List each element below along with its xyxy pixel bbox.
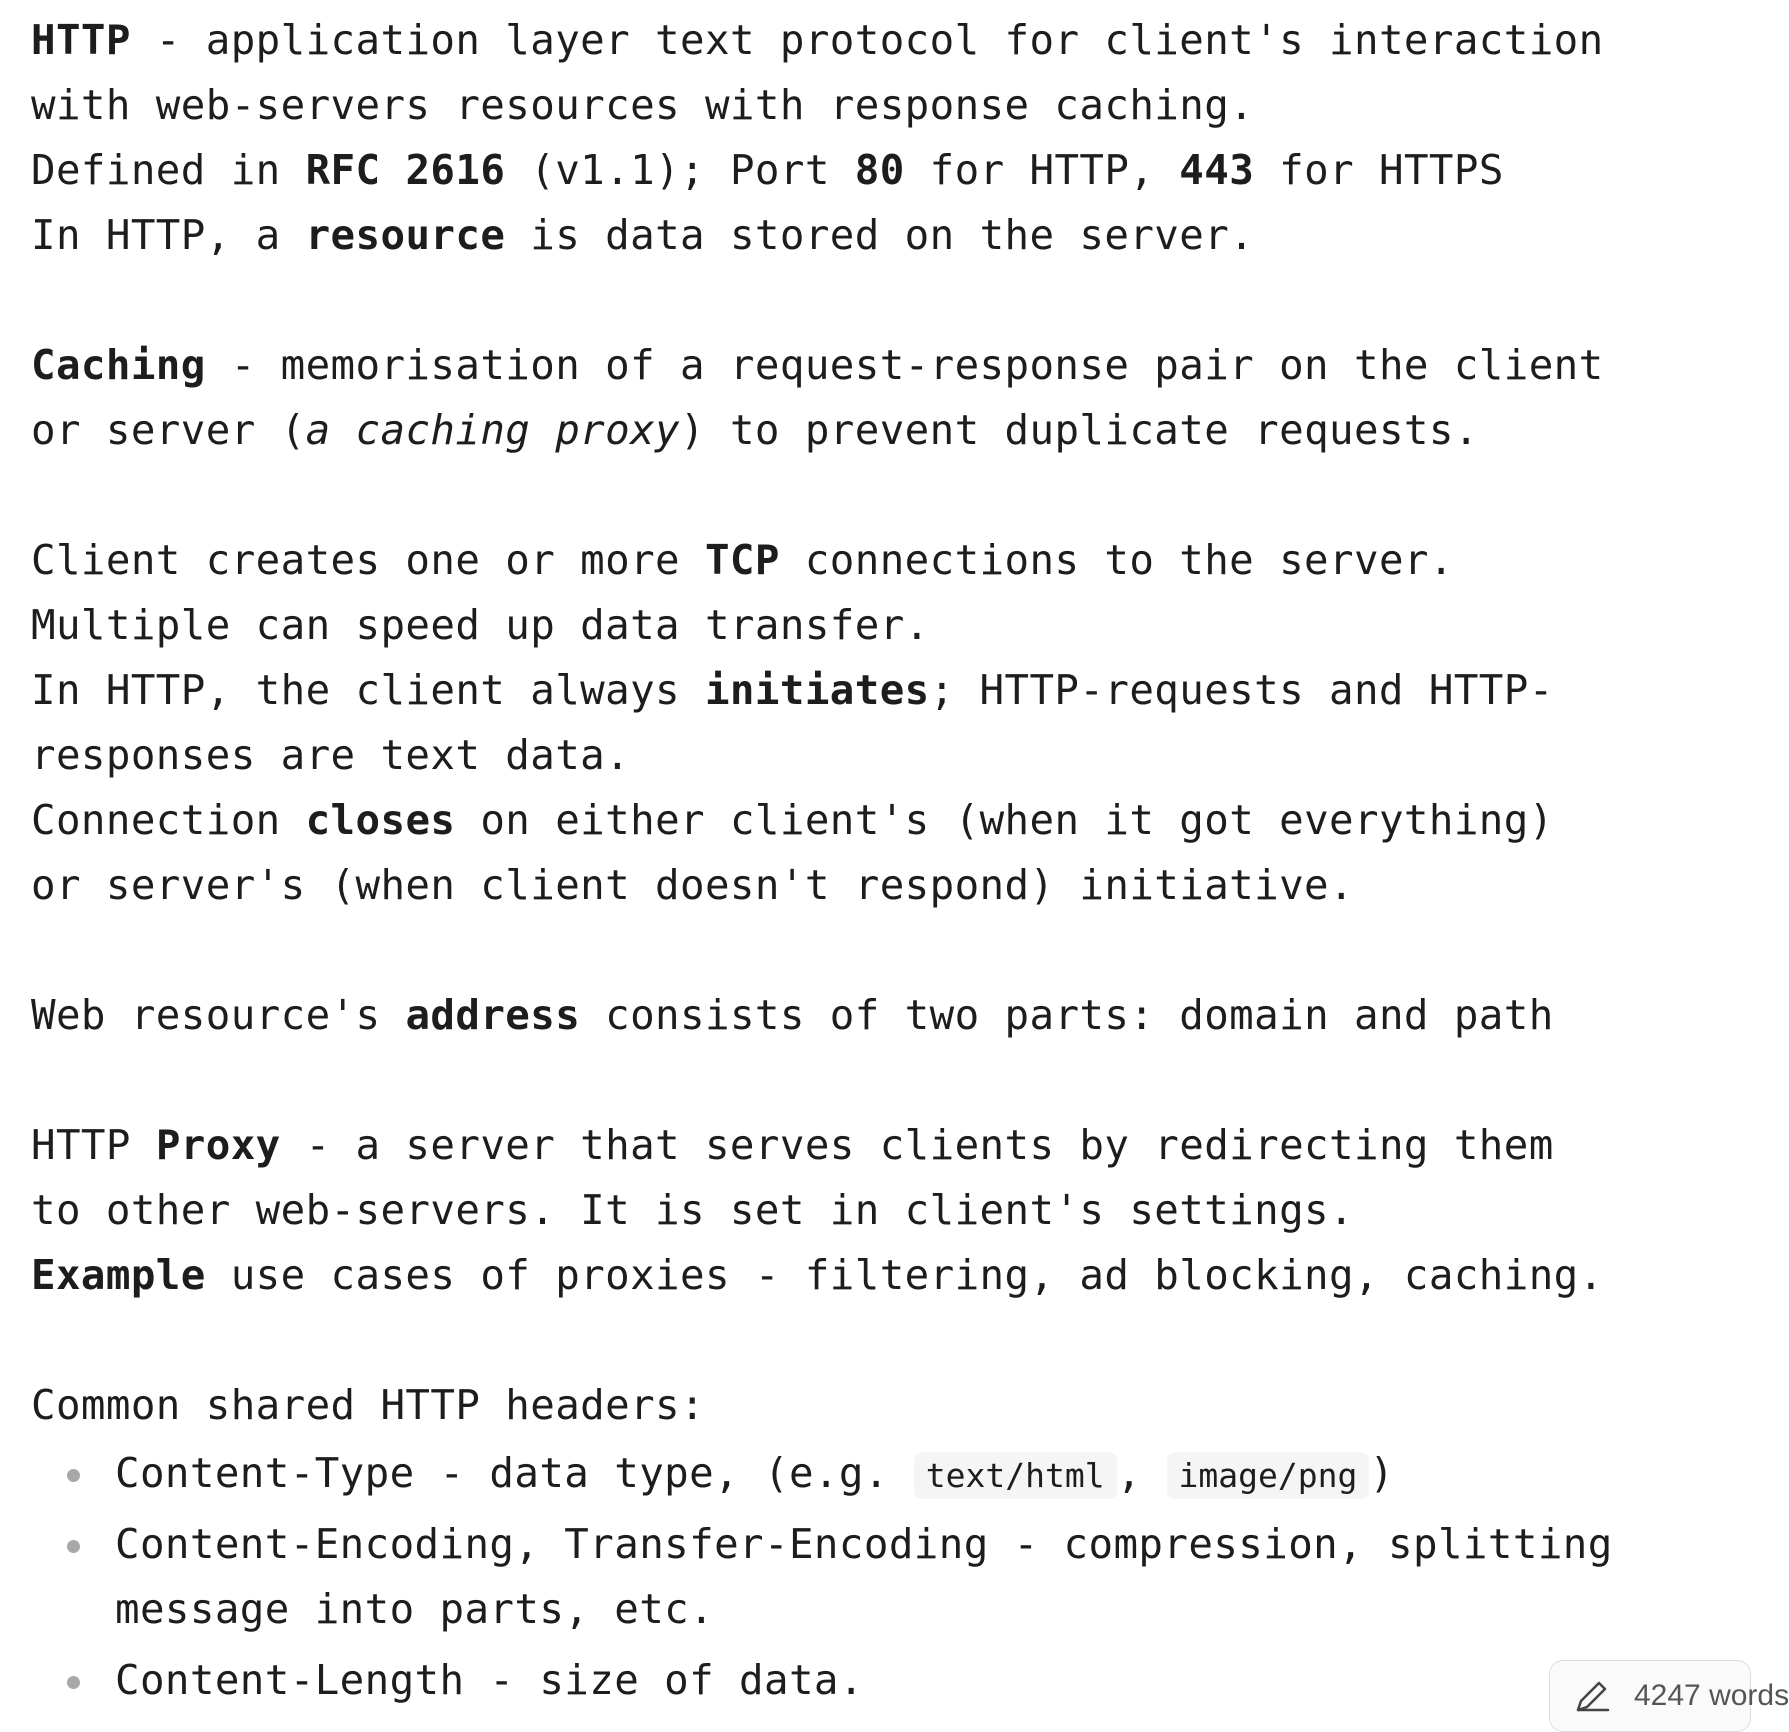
word-count: 4247 words (1634, 1679, 1789, 1712)
paragraph-address-line: Web resource's address consists of two parts: domain and path (31, 991, 1554, 1039)
pencil-icon (1572, 1676, 1612, 1716)
bullet-icon (67, 1540, 80, 1553)
term-port-443: 443 (1179, 146, 1255, 194)
term-port-80: 80 (854, 146, 905, 194)
term-resource: resource (305, 211, 506, 259)
paragraph-proxy-line2: to other web-servers. It is set in client's settings. (31, 1186, 1354, 1234)
list-item: Content-Type - data type, (e.g. text/html , image/png ) (31, 1441, 1691, 1506)
paragraph-caching-line1: Caching - memorisation of a request-response pair on the client (31, 341, 1604, 389)
term-proxy: Proxy (155, 1121, 281, 1169)
term-initiates: initiates (704, 666, 930, 714)
term-example: Example (31, 1251, 206, 1299)
paragraph-http-definition-line1: HTTP - application layer text protocol for client's interaction (31, 16, 1604, 64)
list-item: Content-Length - size of data. (31, 1648, 1691, 1713)
paragraph-rfc-line: Defined in RFC 2616 (v1.1); Port 80 for HTTP, 443 for HTTPS (31, 146, 1504, 194)
headers-list (31, 1441, 1691, 1713)
term-http: HTTP (31, 16, 131, 64)
paragraph-initiates-line2: responses are text data. (31, 731, 631, 779)
bullet-icon (67, 1676, 80, 1689)
inline-code: image/png (1167, 1452, 1370, 1499)
inline-code: text/html (914, 1452, 1117, 1499)
word-count-badge[interactable] (1549, 1660, 1789, 1732)
term-address: address (405, 991, 581, 1039)
paragraph-tcp-line1: Client creates one or more TCP connections to the server. (31, 536, 1454, 584)
document-body (31, 8, 1691, 1713)
list-item: Content-Encoding, Transfer-Encoding - compression, splitting message into parts, etc. (31, 1512, 1691, 1642)
paragraph-tcp-line2: Multiple can speed up data transfer. (31, 601, 930, 649)
paragraph-closes-line1: Connection closes on either client's (when it got everything) (31, 796, 1554, 844)
term-rfc: RFC 2616 (305, 146, 506, 194)
term-caching: Caching (31, 341, 206, 389)
paragraph-headers-intro: Common shared HTTP headers: (31, 1381, 705, 1429)
paragraph-example-line: Example use cases of proxies - filtering, ad blocking, caching. (31, 1251, 1604, 1299)
term-caching-proxy: a caching proxy (305, 406, 681, 454)
paragraph-closes-line2: or server's (when client doesn't respond) initiative. (31, 861, 1354, 909)
paragraph-caching-line2: or server (a caching proxy) to prevent duplicate requests. (31, 406, 1479, 454)
paragraph-http-definition-line2: with web-servers resources with response caching. (31, 81, 1255, 129)
paragraph-resource-line: In HTTP, a resource is data stored on the server. (31, 211, 1255, 259)
paragraph-proxy-line1: HTTP Proxy - a server that serves clients by redirecting them (31, 1121, 1554, 1169)
term-tcp: TCP (704, 536, 780, 584)
bullet-icon (67, 1469, 80, 1482)
paragraph-initiates-line1: In HTTP, the client always initiates; HTTP-requests and HTTP- (31, 666, 1554, 714)
term-closes: closes (305, 796, 456, 844)
